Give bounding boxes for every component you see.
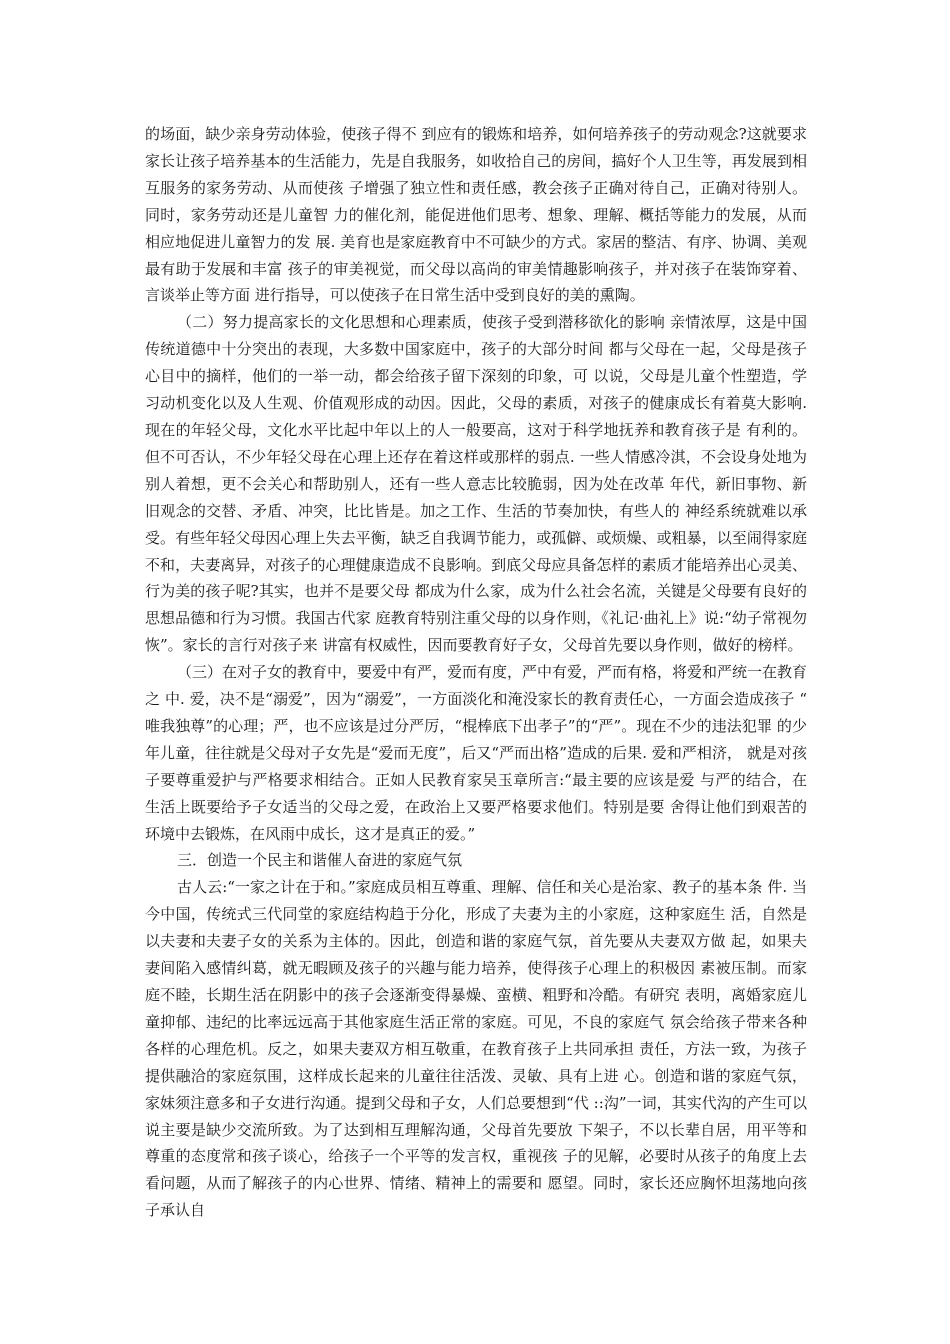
section-heading-family-atmosphere: 三．创造一个民主和谐催人奋进的家庭气氛: [177, 851, 463, 870]
paragraph-parent-quality: （二）努力提高家长的文化思想和心理素质，使孩子受到潜移欲化的影响 亲情浓厚，这是中国传统道德中十分突出的表现，大多数中国家庭中，孩子的大部分时间 都与父母在一起，父母是孩子心目中的摘样，他们的一举一动，都会给孩子留下深刻的印象，可 以说，父母是儿童个性塑造，学习动机变化以及人生观、价值观形成的动因。因此，父母的素质，对孩子的健康成长有着莫大影响. 现在的年轻父母，文化水平比起中年以上的人一般要高，这对于科学地抚养和教育孩子是 有利的。但不可否认，不少年轻父母在心理上还存在着这样或那样的弱点. 一些人情感冷淇，不会设身处地为别人着想，更不会关心和帮助别人，还有一些人意志比较脆弱，因为处在改革 年代，新旧事物、新旧观念的交替、矛盾、冲突，比比皆是。加之工作、生活的节奏加快，有些人的 神经系统就难以承受。有些年轻父母因心理上失去平衡，缺乏自我调节能力，或孤僻、或烦燥、或粗暴，以至闹得家庭不和，夫妻离异，对孩子的心理健康造成不良影响。到底父母应具备怎样的素质才能培养出心灵美、行为美的孩子呢?其实，也并不是要父母 都成为什么家，成为什么社会名流，关键是父母要有良好的思想品德和行为习惯。我国古代家 庭教育特别注重父母的以身作则，《礼记·曲礼上》说:“幼子常视勿恢”。家长的言行对孩子来 讲富有权威性，因而要教育好子女，父母首先要以身作则，做好的榜样。: [145, 313, 807, 655]
paragraph-harmonious-family: 古人云:“一家之计在于和。”家庭成员相互尊重、理解、信任和关心是治家、教子的基本条 件. 当今中国，传统式三代同堂的家庭结构趋于分化，形成了夫妻为主的小家庭，这种家庭生 活，自然是以夫妻和夫妻子女的关系为主体的。因此，创造和谐的家庭气氛，首先要从夫妻双方做 起，如果夫妻间陷入感情纠葛，就无暇顾及孩子的兴趣与能力培养，使得孩子心理上的积极因 素被压制。而家庭不睦，长期生活在阴影中的孩子会逐渐变得暴燥、蛮横、粗野和冷酷。有研究 表明，离婚家庭儿童抑郁、违纪的比率远远高于其他家庭生活正常的家庭。可见，不良的家庭气 氛会给孩子带来各种各样的心理危机。反之，如果夫妻双方相互敬重，在教育孩子上共同承担 责任，方法一致，为孩子提供融洽的家庭氛围，这样成长起来的儿童往往活泼、灵敏、具有上进 心。创造和谐的家庭气氛，家妹须注意多和子女进行沟通。提到父母和子女，人们总要想到“代 ::沟”一词，其实代沟的产生可以说主要是缺少交流所致。为了达到相互理解沟通，父母首先要放 下架子，不以长辈自居，用平等和尊重的态度常和孩子谈心，给孩子一个平等的发言权，重视孩 子的见解，必要时从孩子的角度上去看问题，从而了解孩子的内心世界、情绪、精神上的需要和 愿望。同时，家长还应胸怀坦荡地向孩子承认自: [145, 878, 807, 1220]
document-page: [145, 121, 807, 1224]
paragraph-love-and-strictness: （三）在对子女的教育中，要爱中有严，爱而有度，严中有爱，严而有格，将爱和严统一在教育之 中. 爱，决不是“溺爱”，因为“溺爱”，一方面淡化和淹没家长的教育责任心，一方面会造成孩子 “唯我独尊”的心理；严，也不应该是过分严厉，“棍棒底下出孝子”的“严”。现在不少的违法犯罪 的少年儿童，往往就是父母对子女先是“爱而无度”，后又“严而出格”造成的后果. 爱和严相济， 就是对孩子要尊重爱护与严格要求相结合。正如人民教育家吴玉章所言:“最主要的应该是爱 与严的结合，在生活上既要给予子女适当的父母之爱，在政治上又要严格要求他们。特别是要 舍得让他们到艰苦的环境中去锻炼，在风雨中成长，这才是真正的爱。”: [145, 663, 808, 843]
paragraph-labor-aesthetics: 的场面，缺少亲身劳动体验，使孩子得不 到应有的锻炼和培养，如何培养孩子的劳动观念?这就要求家长让孩子培养基本的生活能力，先是自我服务，如收拾自己的房间，搞好个人卫生等，再发展到相互服务的家务劳动、从而使孩 子增强了独立性和责任感，教会孩子正确对待自己，正确对待别人。同时，家务劳动还是儿童智 力的催化剂，能促进他们思考、想象、理解、概括等能力的发展，从而相应地促进儿童智力的发 展. 美育也是家庭教育中不可缺少的方式。家居的整洁、有序、协调、美观最有助于发展和丰富 孩子的审美视觉，而父母以高尚的审美情趣影响孩子，并对孩子在装饰穿着、言谈举止等方面 进行指导，可以使孩子在日常生活中受到良好的美的熏陶。: [145, 125, 807, 305]
